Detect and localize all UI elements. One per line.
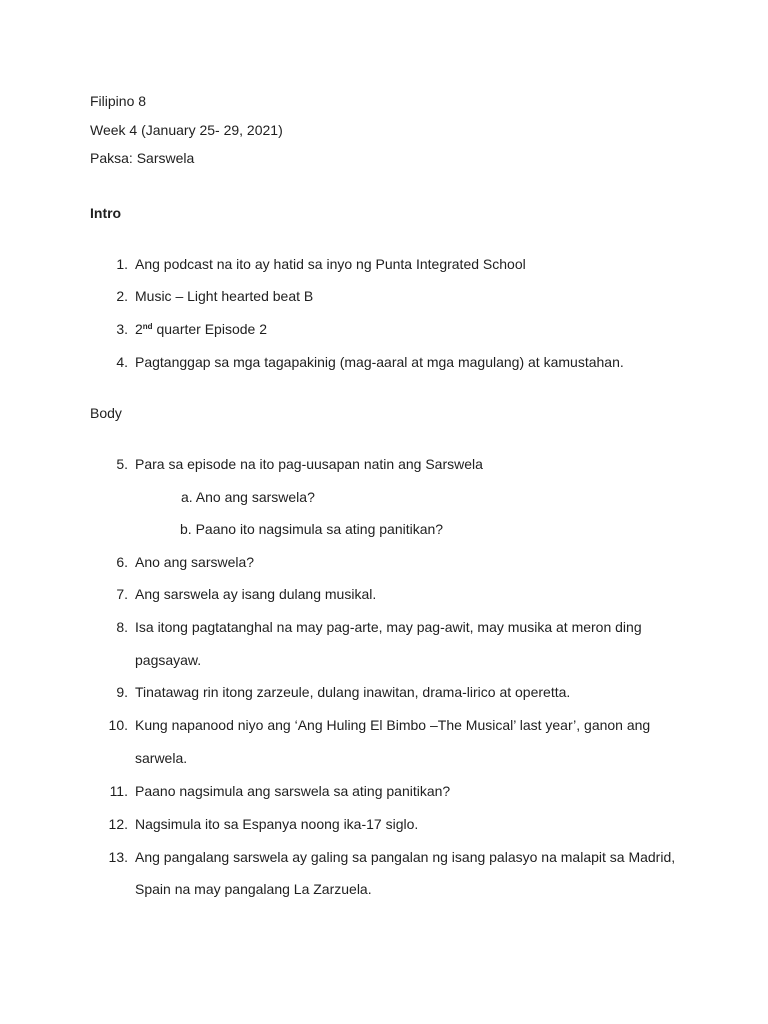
list-text: Ano ang sarswela? (135, 554, 255, 570)
ordinal-rest: quarter Episode 2 (152, 321, 267, 337)
list-number: 2. (116, 288, 128, 304)
list-item (90, 847, 690, 867)
ordinal-suffix: nd (142, 322, 153, 331)
sub-item: a. Ano ang sarswela? (181, 489, 315, 505)
list-text: Para sa episode na ito pag-uusapan natin ang Sarswela (135, 456, 483, 472)
subject-line: Filipino 8 (90, 93, 147, 109)
list-item (90, 715, 690, 735)
body-heading: Body (90, 405, 122, 421)
list-text: Pagtanggap sa mga tagapakinig (mag-aaral at mga magulang) at kamustahan. (135, 354, 624, 370)
list-continuation: pagsayaw. (135, 652, 202, 668)
topic-line: Paksa: Sarswela (90, 150, 195, 166)
list-text (135, 319, 267, 339)
list-item (90, 319, 690, 339)
list-number: 6. (116, 554, 128, 570)
list-number: 13. (108, 849, 128, 865)
list-number: 4. (116, 354, 128, 370)
list-text: Nagsimula ito sa Espanya noong ika-17 siglo. (135, 816, 419, 832)
list-number: 11. (109, 783, 128, 799)
list-item (90, 682, 690, 702)
list-number: 10. (108, 717, 128, 733)
list-number: 1. (116, 256, 128, 272)
list-item (90, 254, 690, 274)
week-line: Week 4 (January 25- 29, 2021) (90, 122, 283, 138)
list-item (90, 552, 690, 572)
list-text: Paano nagsimula ang sarswela sa ating panitikan? (135, 783, 451, 799)
list-number: 3. (116, 321, 128, 337)
list-item (90, 617, 690, 637)
sub-item: b. Paano ito nagsimula sa ating panitikan? (180, 521, 444, 537)
list-text: Ang podcast na ito ay hatid sa inyo ng Punta Integrated School (135, 256, 526, 272)
list-item (90, 781, 690, 801)
ordinal-number: 2 (135, 321, 143, 337)
list-item (90, 286, 690, 306)
list-item (90, 814, 690, 834)
list-text: Ang pangalang sarswela ay galing sa pangalan ng isang palasyo na malapit sa Madrid, (135, 849, 676, 865)
list-item (90, 454, 690, 474)
list-text: Kung napanood niyo ang ‘Ang Huling El Bimbo –The Musical’ last year’, ganon ang (135, 717, 651, 733)
list-continuation: sarwela. (135, 750, 188, 766)
list-text: Music – Light hearted beat B (135, 288, 314, 304)
list-item (90, 352, 690, 372)
list-continuation: Spain na may pangalang La Zarzuela. (135, 881, 372, 897)
list-number: 8. (116, 619, 128, 635)
list-number: 5. (116, 456, 128, 472)
list-text: Tinatawag rin itong zarzeule, dulang inawitan, drama-lirico at operetta. (135, 684, 571, 700)
list-number: 7. (116, 586, 128, 602)
list-text: Ang sarswela ay isang dulang musikal. (135, 586, 377, 602)
list-number: 9. (116, 684, 128, 700)
list-text: Isa itong pagtatanghal na may pag-arte, may pag-awit, may musika at meron ding (135, 619, 642, 635)
list-number: 12. (108, 816, 128, 832)
list-item (90, 584, 690, 604)
intro-heading: Intro (90, 205, 122, 221)
